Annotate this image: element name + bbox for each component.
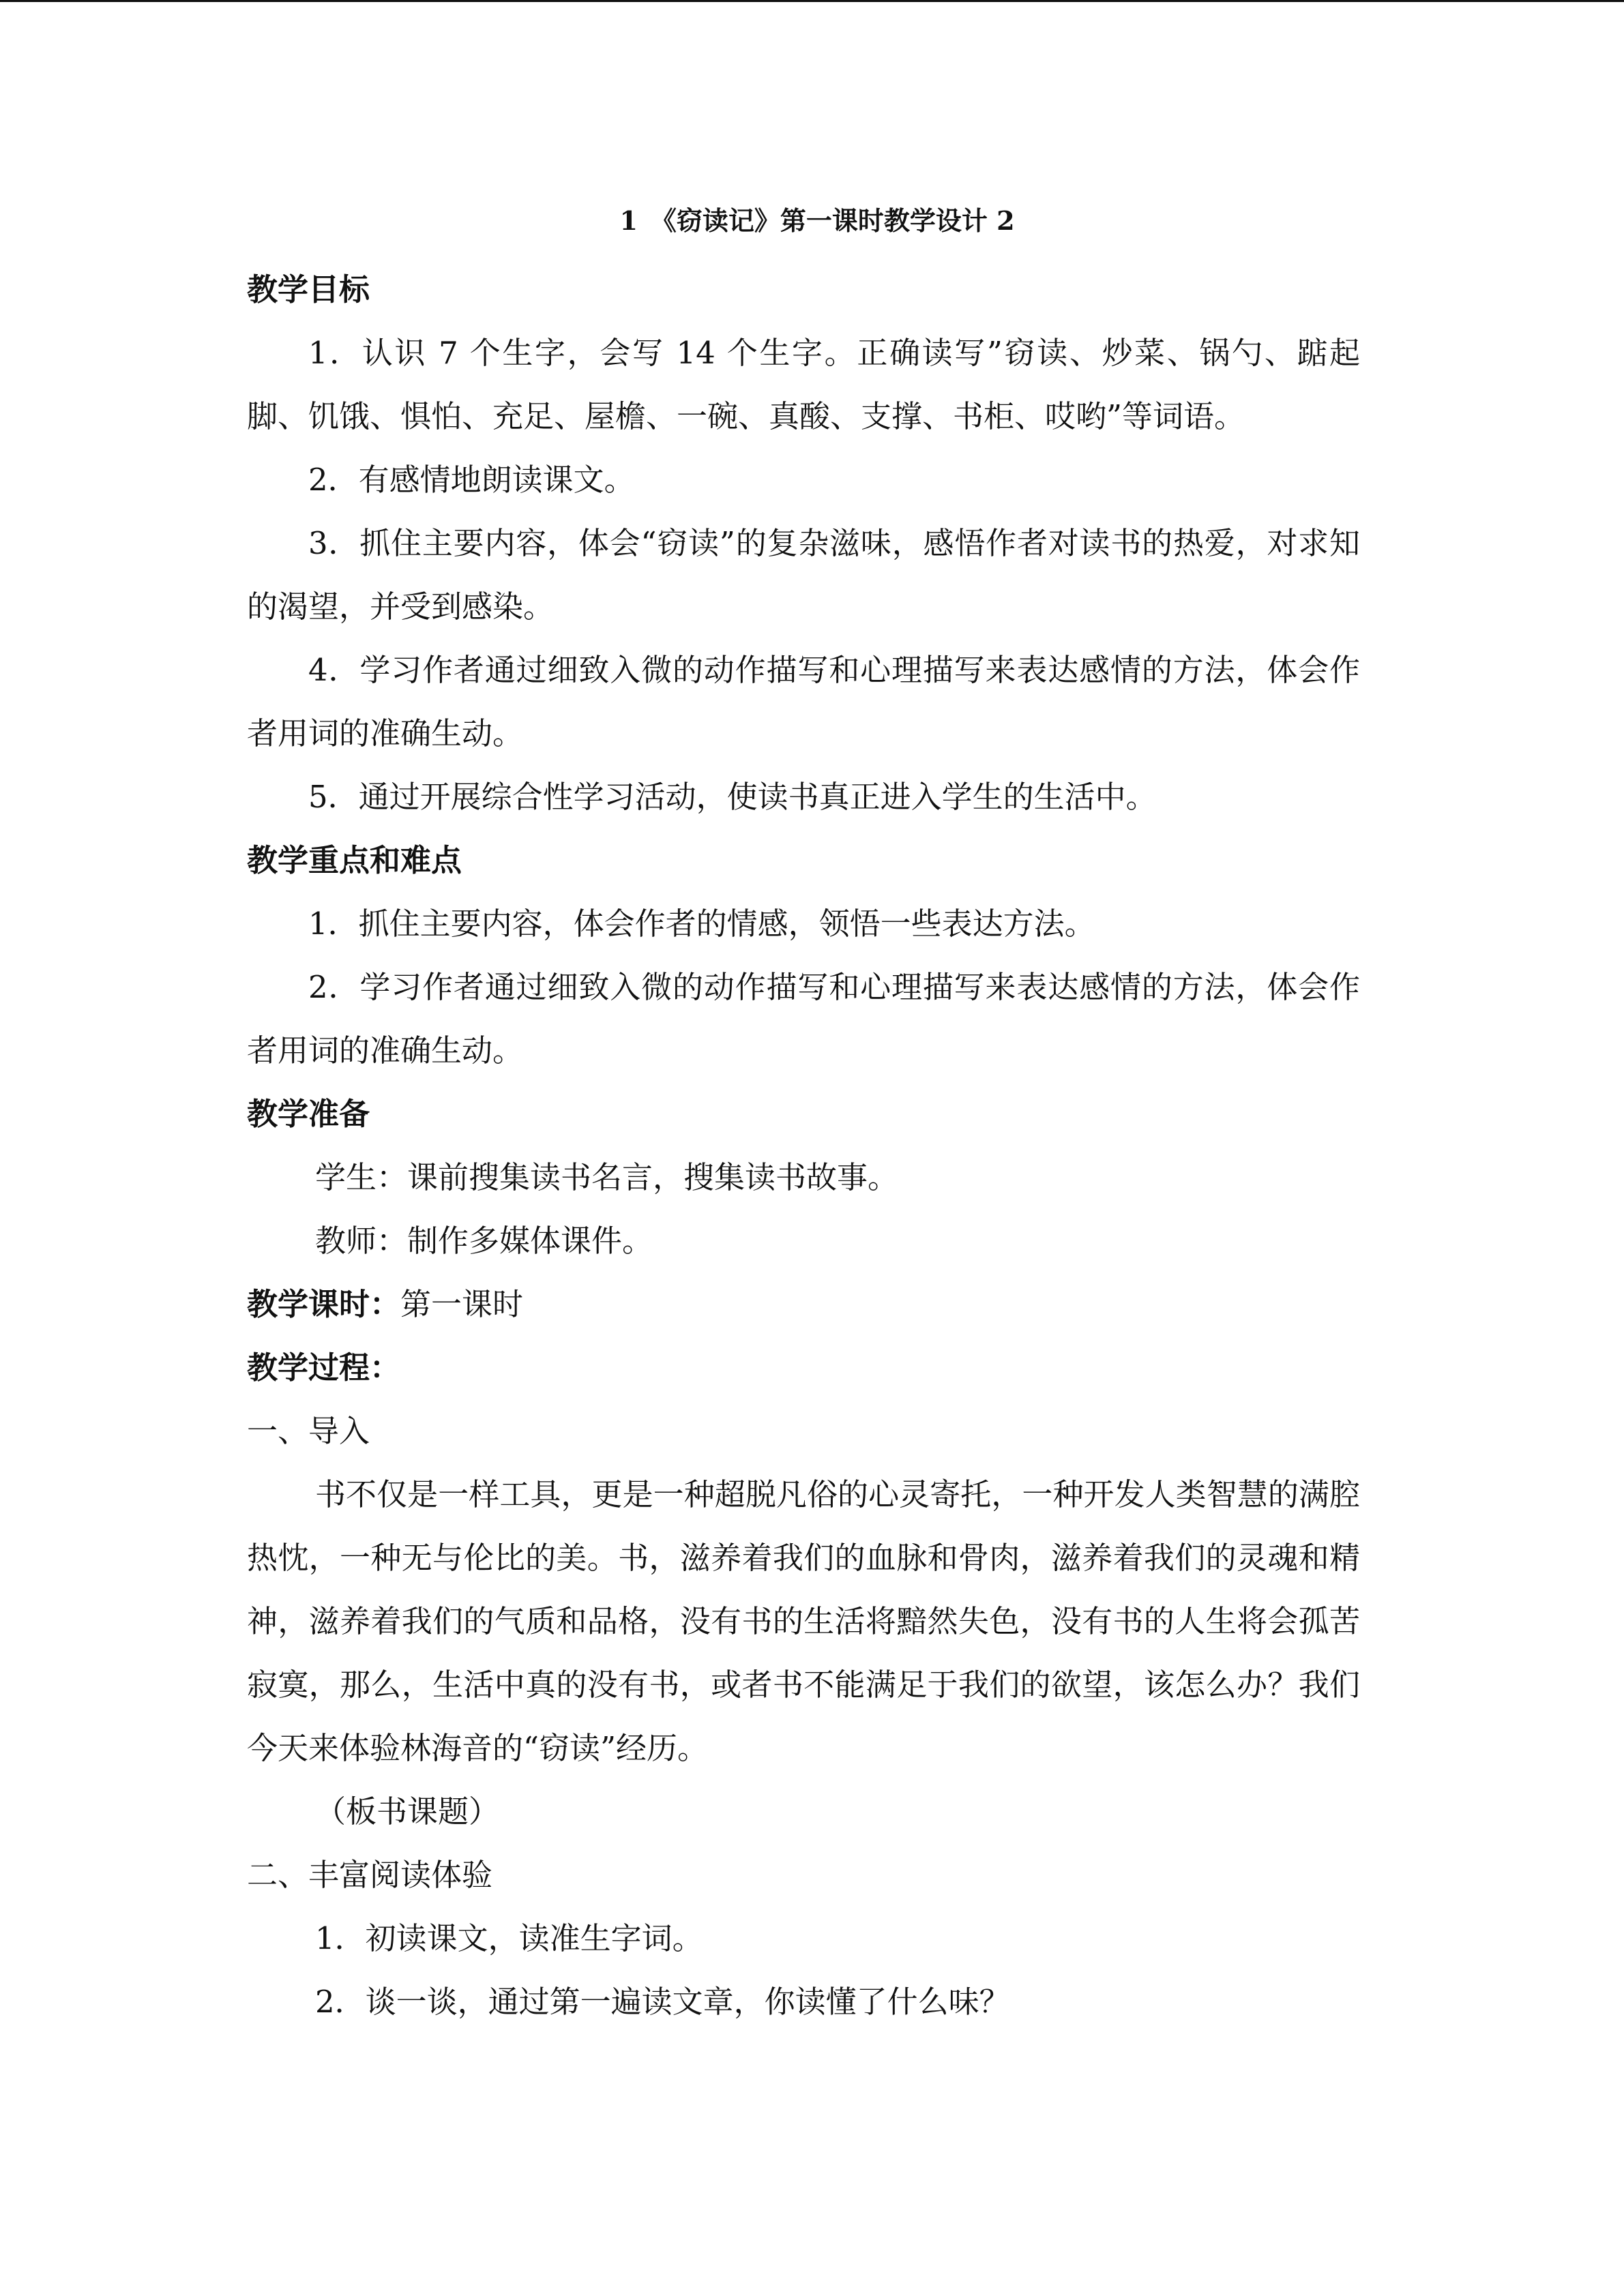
- preparation-teacher: 教师：制作多媒体课件。: [315, 1223, 653, 1259]
- key-points-heading: 教学重点和难点: [247, 842, 462, 878]
- preparation-student: 学生：课前搜集读书名言，搜集读书故事。: [315, 1159, 899, 1195]
- part2-item-2: 2．谈一谈，通过第一遍读文章，你读懂了什么味？: [315, 1984, 1010, 2020]
- goal-item-2: 2．有感情地朗读课文。: [308, 462, 635, 498]
- goal-item-1: 1．认识 7 个生字，会写 14 个生字。正确读写”窃读、炒菜、锅勺、踮起脚、饥饿、惧怕、充足、屋檐、一碗、真酸、支撑、书柜、哎哟”等词语。: [247, 335, 1360, 434]
- goals-heading: 教学目标: [247, 271, 370, 308]
- key-point-item-1: 1．抓住主要内容，体会作者的情感，领悟一些表达方法。: [308, 906, 1095, 942]
- part1-note: （板书课题）: [315, 1793, 500, 1830]
- goal-item-3: 3．抓住主要内容，体会“窃读”的复杂滋味，感悟作者对读书的热爱，对求知的渴望，并受到感染。: [247, 525, 1360, 625]
- part2-heading: 二、丰富阅读体验: [247, 1857, 493, 1893]
- part1-paragraph: 书不仅是一样工具，更是一种超脱凡俗的心灵寄托，一种开发人类智慧的满腔热忱，一种无与伦比的美。书，滋养着我们的血脉和骨肉，滋养着我们的灵魂和精神，滋养着我们的气质和品格，没有书的生活将黯然失色，没有书的人生将会孤苦寂寞，那么，生活中真的没有书，或者书不能满足于我们的欲望，该怎么办？我们今天来体验林海音的“窃读”经历。: [247, 1476, 1360, 1766]
- period-label: 教学课时：: [247, 1286, 401, 1322]
- top-border-line: [0, 0, 1624, 2]
- period-value: 第一课时: [400, 1286, 524, 1322]
- document-page: [247, 205, 1360, 2033]
- process-heading: 教学过程：: [247, 1350, 401, 1386]
- goal-item-4: 4．学习作者通过细致入微的动作描写和心理描写来表达感情的方法，体会作者用词的准确生动。: [247, 652, 1360, 751]
- preparation-heading: 教学准备: [247, 1096, 370, 1132]
- part2-item-1: 1．初读课文，读准生字词。: [315, 1920, 703, 1956]
- part1-heading: 一、导入: [247, 1413, 370, 1449]
- goal-item-5: 5．通过开展综合性学习活动，使读书真正进入学生的生活中。: [308, 779, 1157, 815]
- period-line: [247, 1272, 1360, 1336]
- key-point-item-2: 2．学习作者通过细致入微的动作描写和心理描写来表达感情的方法，体会作者用词的准确生动。: [247, 969, 1360, 1069]
- document-title: 1 《窃读记》第一课时教学设计 2: [619, 205, 1015, 236]
